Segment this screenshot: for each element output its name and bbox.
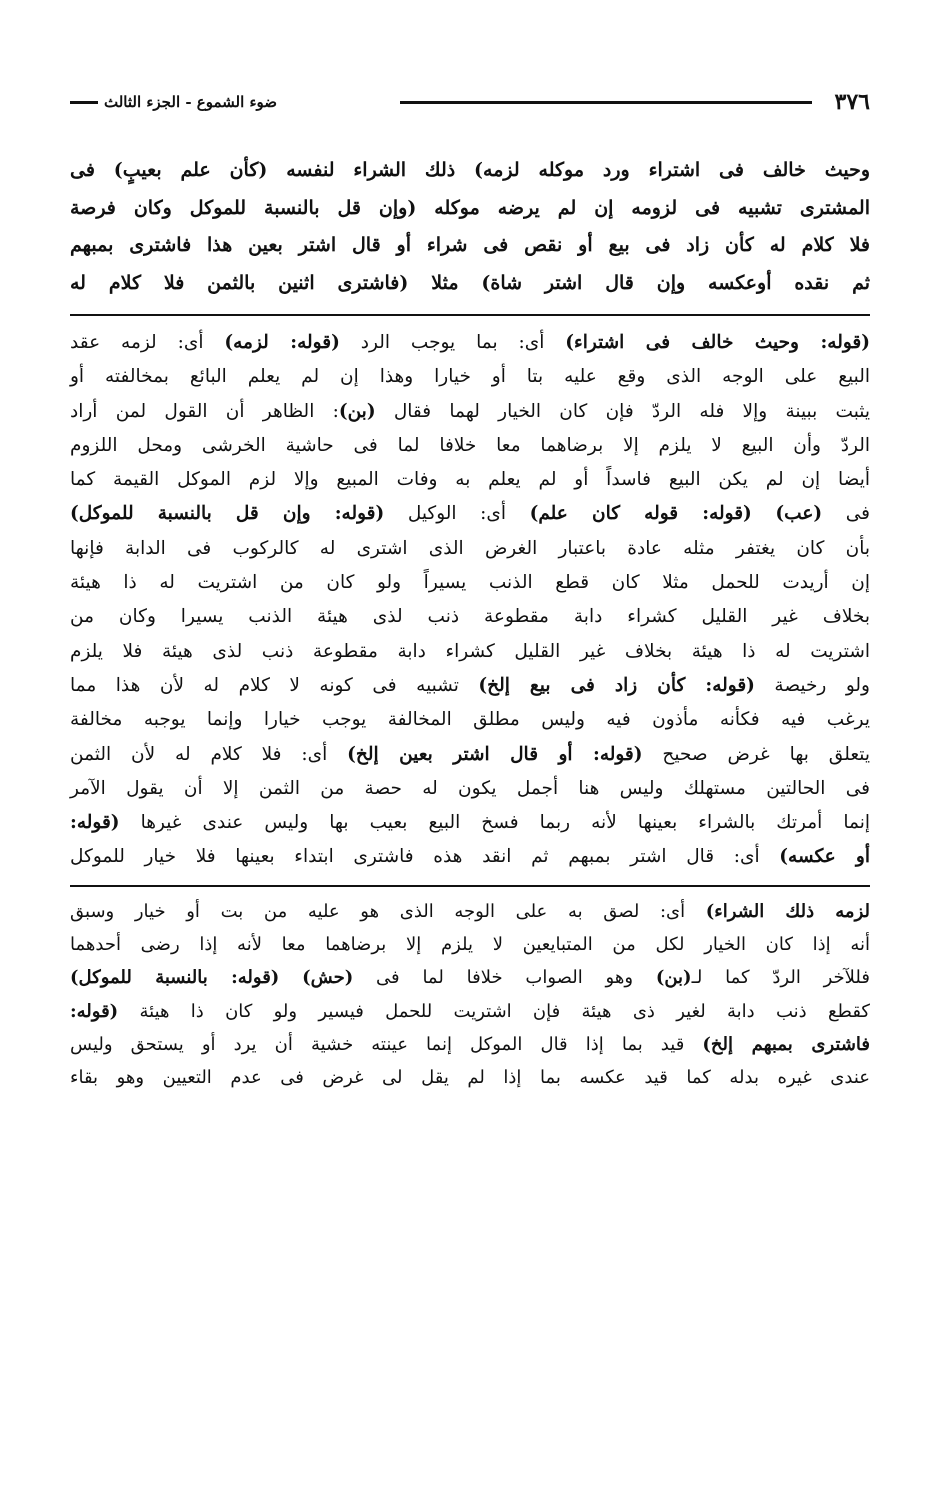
line-segment (279, 967, 302, 988)
bold-lemma: (عب) (775, 503, 823, 525)
commentary-line (70, 772, 870, 806)
line-segment: يرغب فيه فكأنه مأذون فيه وليس مطلق المخالفة يوجب خيارا وإنما يوجبه مخالفة (70, 709, 870, 731)
line-segment: بخلاف غير القليل كشراء دابة مقطوعة ذنب لذى هيئة الذنب يسيرا وكان من (70, 606, 870, 628)
header-rule (400, 101, 812, 104)
line-segment: أيضا إن لم يكن البيع فاسداً أو لم يعلم به وفات المبيع وإلا لزم الموكل القيمة كما (70, 469, 870, 491)
bold-lemma: فاشترى بمبهم إلخ) (702, 1033, 870, 1055)
line-segment: تشبيه فى كونه لا كلام له لأن هذا مما (70, 674, 479, 696)
line-segment: فللآخر الردّ كما لـ (691, 967, 870, 989)
commentary-line (70, 806, 870, 840)
running-title: ضوء الشموع - الجزء الثالث (104, 93, 278, 111)
main-text-line: المشترى تشبيه فى لزومه إن لم يرضه موكله (وإن قل بالنسبة للموكل وكان فرصة (70, 196, 870, 219)
line-segment: وهو الصواب خلافا لما فى (353, 967, 656, 989)
bold-lemma: لزمه ذلك الشراء) (705, 900, 870, 922)
footnote-line (70, 1028, 870, 1061)
bold-lemma: (قوله: لزمه) (224, 332, 340, 353)
commentary-line (70, 703, 870, 737)
main-text-line: وحيث خالف فى اشتراء ورد موكله لزمه) ذلك الشراء لنفسه (كأن علم بعيبٍ) فى (70, 159, 870, 181)
main-text-line: ثم نقده أوعكسه وإن قال اشتر شاة) مثلا (فاشترى اثنين بالثمن فلا كلام له (70, 271, 870, 294)
footnote-text (70, 895, 870, 1095)
line-segment (752, 503, 776, 524)
line-segment: فى (822, 503, 870, 525)
main-text-line: فلا كلام له كأن زاد فى بيع أو نقص فى شراء أو قال اشتر بعين هذا فاشترى بمبهم (70, 234, 870, 256)
commentary-line (70, 635, 870, 669)
line-segment: أى: فلا كلام له لأن الثمن (70, 743, 348, 765)
footnote-line (70, 928, 870, 961)
book-page (70, 88, 870, 1095)
header-rule-end (70, 101, 98, 104)
line-segment: بأن كان يغتفر مثله عادة باعتبار الغرض الذى اشترى له كالركوب فى الدابة فإنها (70, 537, 870, 559)
footnote-line (70, 995, 870, 1028)
line-segment: أنه إذا كان الخيار لكل من المتبايعين لا يلزم إلا برضاهما معا لأنه إذا رضى أحدهما (70, 934, 870, 956)
footnote-line (70, 1061, 870, 1094)
commentary-line (70, 566, 870, 600)
line-segment: كقطع ذنب دابة لغير ذى هيئة فإن اشتريت للحمل فيسير ولو كان ذا هيئة (118, 1000, 870, 1022)
line-segment: اشتريت له ذا هيئة بخلاف غير القليل كشراء دابة مقطوعة ذنب لذى هيئة فلا يلزم (70, 640, 870, 662)
footnote-divider (70, 885, 870, 887)
line-segment: أى: لصق به على الوجه الذى هو عليه من بت أو خيار وسبق (70, 900, 706, 922)
line-segment: أى: لزمه عقد (70, 332, 225, 353)
commentary-line (70, 326, 870, 360)
bold-lemma: (قوله: بالنسبة للموكل) (70, 967, 280, 989)
page-header (70, 88, 870, 118)
bold-lemma: (قوله: كأن زاد فى بيع إلخ) (478, 674, 755, 696)
bold-lemma: (قوله: (70, 812, 120, 834)
line-segment: عندى غيره بدله كما قيد عكسه بما إذا لم يقل لى غرض فى عدم التعيين وهو بقاء (70, 1067, 870, 1089)
commentary-line (70, 600, 870, 634)
bold-lemma: (قوله: وحيث خالف فى اشتراء) (565, 332, 871, 353)
line-segment: قيد بما إذا قال الموكل إنما عينته خشية أن يرد أو يستحق وليس (70, 1033, 703, 1055)
bold-lemma: أو عكسه) (779, 846, 870, 868)
line-segment: أى: الوكيل (384, 503, 530, 525)
commentary-line (70, 360, 870, 394)
section-divider (70, 314, 870, 316)
commentary-line (70, 738, 870, 772)
line-segment: الردّ وأن البيع لا يلزم إلا برضاهما معا خلافا لما فى حاشية الخرشى ومحل اللزوم (70, 434, 870, 456)
bold-lemma: (قوله: قوله كان علم) (529, 503, 752, 525)
bold-lemma: (بن) (655, 967, 692, 989)
commentary-line (70, 429, 870, 463)
line-segment: ولو رخيصة (754, 674, 870, 696)
footnote-line (70, 895, 870, 928)
line-segment: البيع على الوجه الذى وقع عليه بتا أو خيارا وهذا إن لم يعلم البائع بمخالفته أو (70, 366, 870, 388)
bold-lemma: (قوله: أو قال اشتر بعين إلخ) (347, 743, 643, 765)
line-segment: : الظاهر أن القول لمن أراد (70, 400, 339, 422)
bold-lemma: (قوله: وإن قل بالنسبة للموكل) (70, 503, 385, 525)
commentary-line (70, 463, 870, 497)
commentary-line (70, 497, 870, 531)
commentary-line (70, 532, 870, 566)
page-number: ٣٧٦ (834, 89, 870, 115)
commentary-text (70, 326, 870, 875)
line-segment: إن أريدت للحمل مثلا كان قطع الذنب يسيراً ولو كان من اشتريت له ذا هيئة (70, 572, 870, 594)
main-text (70, 152, 870, 302)
line-segment: أى: قال اشتر بمبهم ثم انقد هذه فاشترى ابتداء بعينها فلا خيار للموكل (70, 846, 780, 868)
line-segment: إنما أمرتك بالشراء بعينها لأنه ربما فسخ البيع بعيب بها وليس عندى غيرها (119, 812, 870, 834)
bold-lemma: (بن) (338, 400, 376, 422)
commentary-line (70, 840, 870, 874)
bold-lemma: (قوله: (70, 1000, 119, 1022)
bold-lemma: (حش) (302, 967, 354, 989)
footnote-line (70, 961, 870, 994)
commentary-line (70, 395, 870, 429)
commentary-line (70, 669, 870, 703)
line-segment: أى: بما يوجب الرد (339, 332, 566, 353)
line-segment: يثبت ببينة وإلا فله الردّ فإن كان الخيار لهما فقال (375, 400, 871, 422)
line-segment: يتعلق بها غرض صحيح (642, 743, 870, 765)
line-segment: فى الحالتين مستهلك وليس هنا أجمل يكون له حصة من الثمن إلا أن يقول الآمر (70, 777, 870, 799)
